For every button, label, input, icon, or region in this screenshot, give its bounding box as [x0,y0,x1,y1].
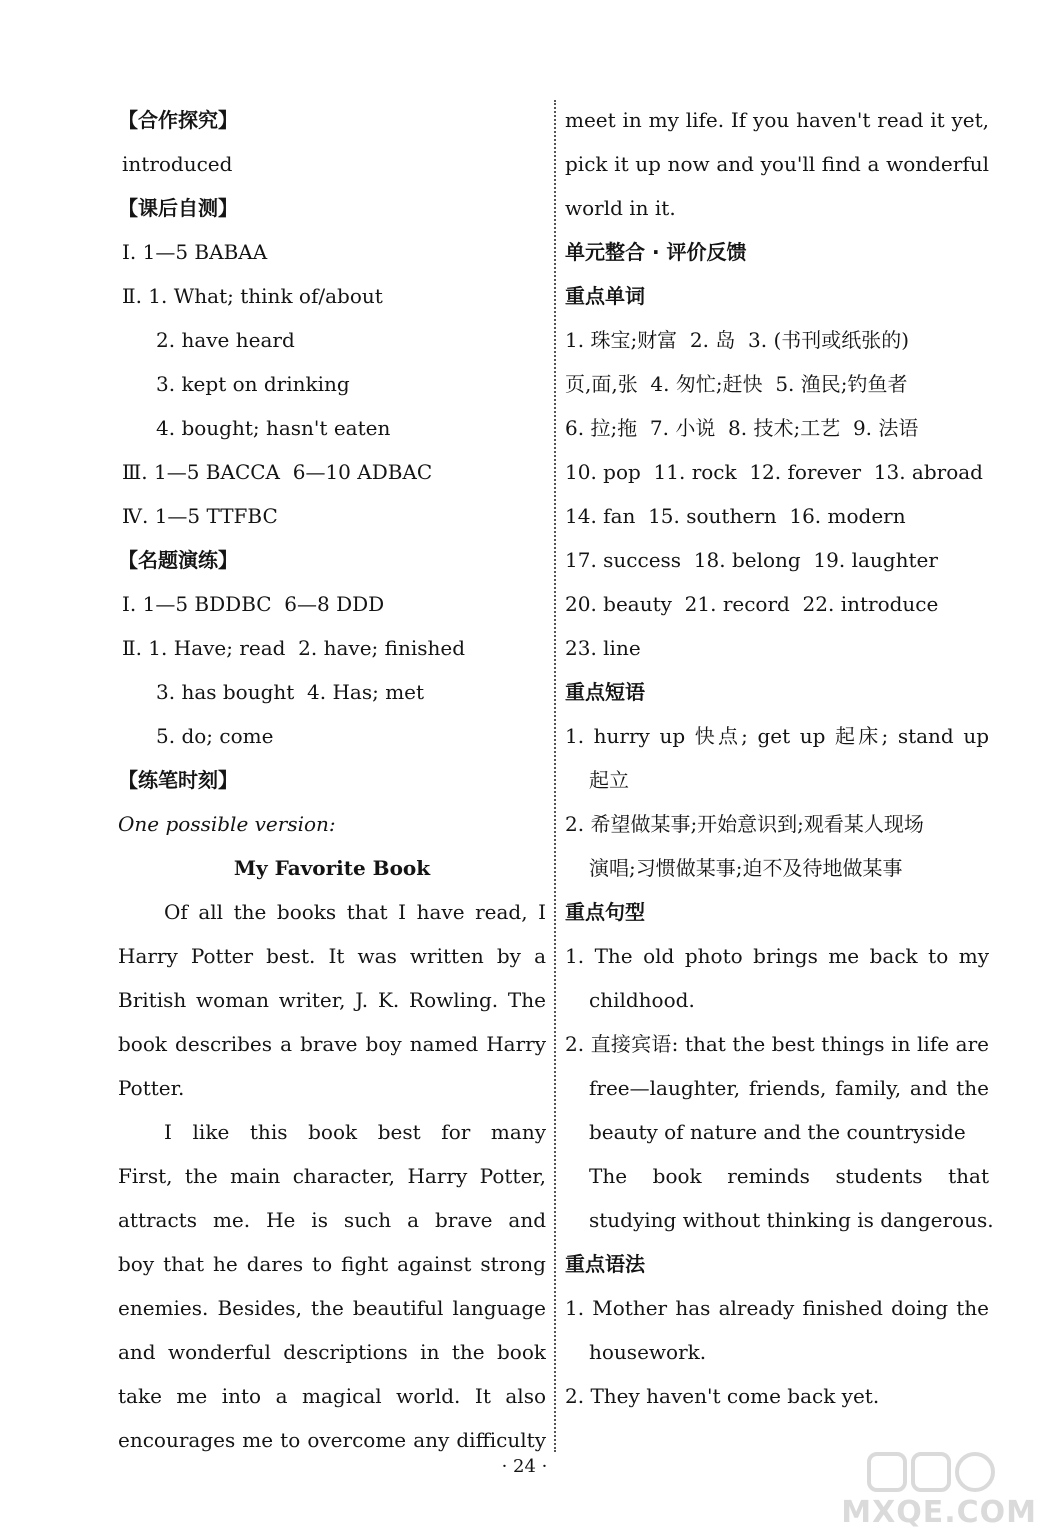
sentence-line: The book reminds students that [589,1164,989,1188]
answer-line: 4. bought; hasn't eaten [156,416,391,440]
essay-line: I like this book best for many [164,1120,546,1144]
column-divider [554,100,556,1452]
answer-line: Ⅳ. 1—5 TTFBC [122,504,278,528]
answer-line: Ⅲ. 1—5 BACCA 6—10 ADBAC [122,460,433,484]
essay-line: pick it up now and you'll find a wonderful [565,152,989,176]
essay-line: book describes a brave boy named Harry [118,1032,546,1056]
answer-line: 3. kept on drinking [156,372,350,396]
heading-hezuo: 【合作探究】 [118,108,238,132]
essay-line: meet in my life. If you haven't read it yet, [565,108,989,132]
answer-line: 5. do; come [156,724,274,748]
watermark [841,1450,1037,1530]
word-line: 1. 珠宝;财富 2. 岛 3. (书刊或纸张的) [565,328,910,352]
essay-line: Potter. [118,1076,185,1100]
essay-line: First, the main character, Harry Potter, [118,1164,546,1188]
left-column [118,98,546,1462]
word-line: 23. line [565,636,641,660]
essay-line: British woman writer, J. K. Rowling. The [118,988,546,1012]
grammar-line: 1. Mother has already finished doing the [565,1296,989,1320]
essay-line: boy that he dares to fight against strong [118,1252,546,1276]
phrase-line: 1. hurry up 快点; get up 起床; stand up [565,724,989,748]
right-column [565,98,994,1418]
answer-line: Ⅰ. 1—5 BABAA [122,240,268,264]
answer-line: Ⅰ. 1—5 BDDBC 6—8 DDD [122,592,385,616]
hezuo-answer: introduced [122,152,233,176]
sentence-line: free—laughter, friends, family, and the [589,1076,989,1100]
grammar-line: 2. They haven't come back yet. [565,1384,880,1408]
sentence-line: 2. 直接宾语: that the best things in life are [565,1032,989,1056]
essay-line: Of all the books that I have read, I [164,900,546,924]
heading-unit-review: 单元整合 · 评价反馈 [565,240,747,264]
word-line: 6. 拉;拖 7. 小说 8. 技术;工艺 9. 法语 [565,416,919,440]
word-line: 10. pop 11. rock 12. forever 13. abroad [565,460,983,484]
heading-kehou: 【课后自测】 [118,196,238,220]
page-number: · 24 · [501,1456,548,1477]
heading-key-grammar: 重点语法 [565,1252,645,1276]
grammar-line: housework. [589,1340,707,1364]
essay-line: encourages me to overcome any difficulty [118,1428,546,1452]
essay-line: take me into a magical world. It also [118,1384,546,1408]
watermark-logo-icon [867,1450,997,1494]
answer-line: 2. have heard [156,328,295,352]
phrase-line: 2. 希望做某事;开始意识到;观看某人现场 [565,812,924,836]
version-label: One possible version: [118,812,336,836]
essay-line: world in it. [565,196,676,220]
answer-line: Ⅱ. 1. What; think of/about [122,284,383,308]
essay-line: attracts me. He is such a brave and [118,1208,546,1232]
word-line: 14. fan 15. southern 16. modern [565,504,906,528]
word-line: 页,面,张 4. 匆忙;赶快 5. 渔民;钓鱼者 [565,372,908,396]
heading-mingti: 【名题演练】 [118,548,238,572]
heading-lianbi: 【练笔时刻】 [118,768,238,792]
sentence-line: beauty of nature and the countryside [589,1120,966,1144]
sentence-line: 1. The old photo brings me back to my [565,944,989,968]
essay-title: My Favorite Book [233,856,431,880]
essay-line: Harry Potter best. It was written by a [118,944,546,968]
heading-key-sentences: 重点句型 [565,900,645,924]
essay-line: enemies. Besides, the beautiful language [118,1296,546,1320]
watermark-text: MXQE.COM [841,1495,1037,1530]
essay-line: and wonderful descriptions in the book [118,1340,546,1364]
answer-line: Ⅱ. 1. Have; read 2. have; finished [122,636,466,660]
heading-key-phrases: 重点短语 [565,680,645,704]
word-line: 20. beauty 21. record 22. introduce [565,592,939,616]
phrase-line: 起立 [589,768,629,792]
answer-line: 3. has bought 4. Has; met [156,680,425,704]
phrase-line: 演唱;习惯做某事;迫不及待地做某事 [589,856,903,880]
sentence-line: studying without thinking is dangerous. [589,1208,994,1232]
word-line: 17. success 18. belong 19. laughter [565,548,938,572]
heading-key-words: 重点单词 [565,284,645,308]
sentence-line: childhood. [589,988,695,1012]
